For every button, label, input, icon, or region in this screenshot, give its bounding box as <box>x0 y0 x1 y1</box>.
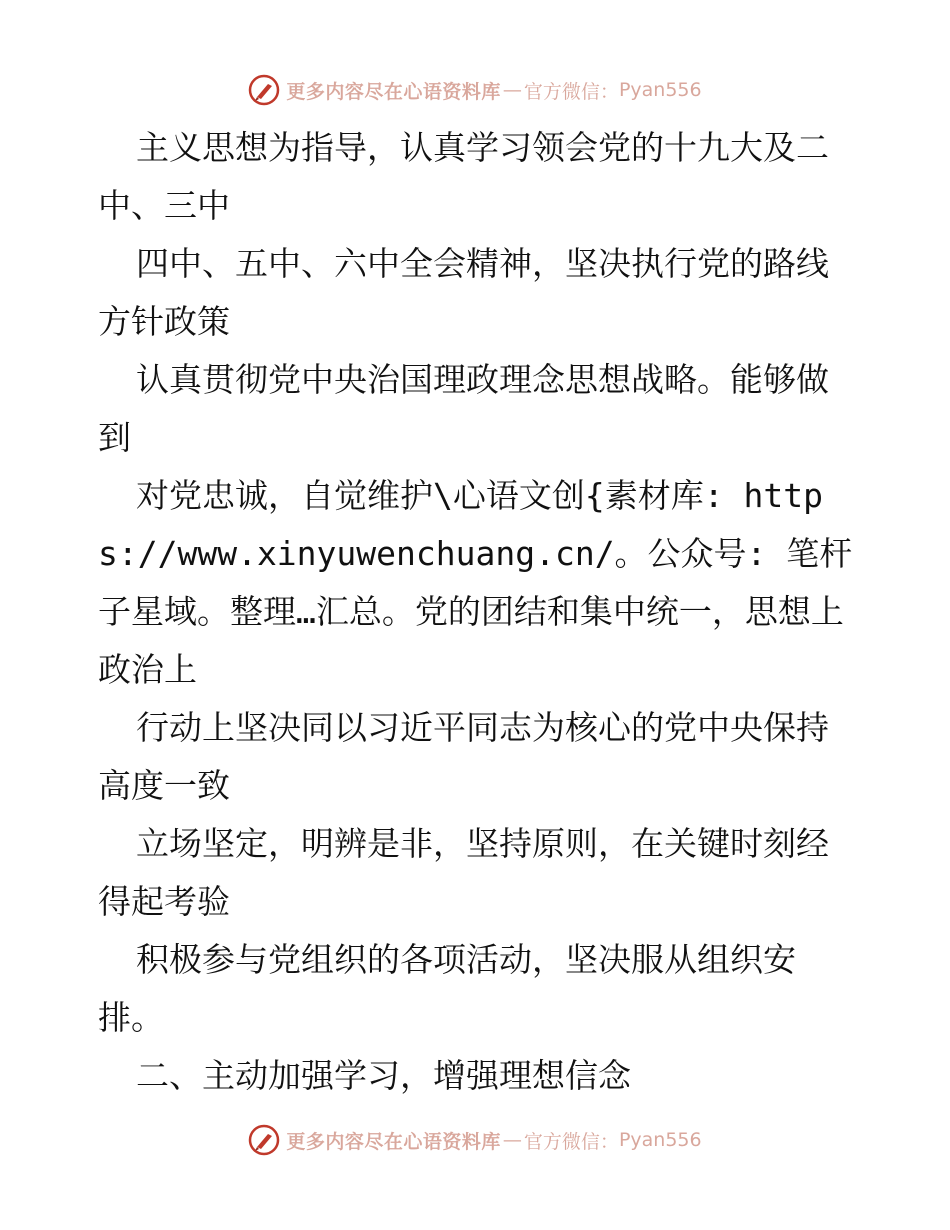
banner-dash: — <box>502 1129 522 1151</box>
banner-dash: — <box>502 79 522 101</box>
paragraph: 行动上坚决同以习近平同志为核心的党中央保持高度一致 <box>98 708 829 805</box>
paragraph: 认真贯彻党中央治国理政理念思想战略。能够做到 <box>98 360 829 457</box>
header-banner <box>0 70 950 110</box>
paragraph: 对党忠诚，自觉维护\心语文创{素材库: https://www.xinyuwenchuang.cn/。公众号: 笔杆子星域。整理…汇总。党的团结和集中统一，思想上政治上 <box>98 476 853 689</box>
paragraph: 立场坚定，明辨是非，坚持原则，在关键时刻经得起考验 <box>98 824 829 921</box>
footer-banner <box>0 1120 950 1160</box>
banner-wechat-label: 官方微信： <box>523 80 619 103</box>
banner-wechat-id: Pyan556 <box>618 1129 702 1151</box>
paragraph: 四中、五中、六中全会精神，坚决执行党的路线方针政策 <box>98 244 829 341</box>
paragraph: 主义思想为指导，认真学习领会党的十九大及二中、三中 <box>98 128 829 225</box>
banner-wechat-id: Pyan556 <box>618 79 702 101</box>
quill-pen-icon <box>248 74 280 106</box>
paragraph: 积极参与党组织的各项活动，坚决服从组织安排。 <box>98 940 796 1037</box>
section-heading: 二、主动加强学习，增强理想信念 <box>136 1056 631 1095</box>
banner-site-name: 更多内容尽在心语资料库 <box>286 80 501 103</box>
document-body <box>98 119 858 1105</box>
banner-site-name: 更多内容尽在心语资料库 <box>286 1130 501 1153</box>
banner-wechat-label: 官方微信： <box>523 1130 619 1153</box>
quill-pen-icon <box>248 1124 280 1156</box>
